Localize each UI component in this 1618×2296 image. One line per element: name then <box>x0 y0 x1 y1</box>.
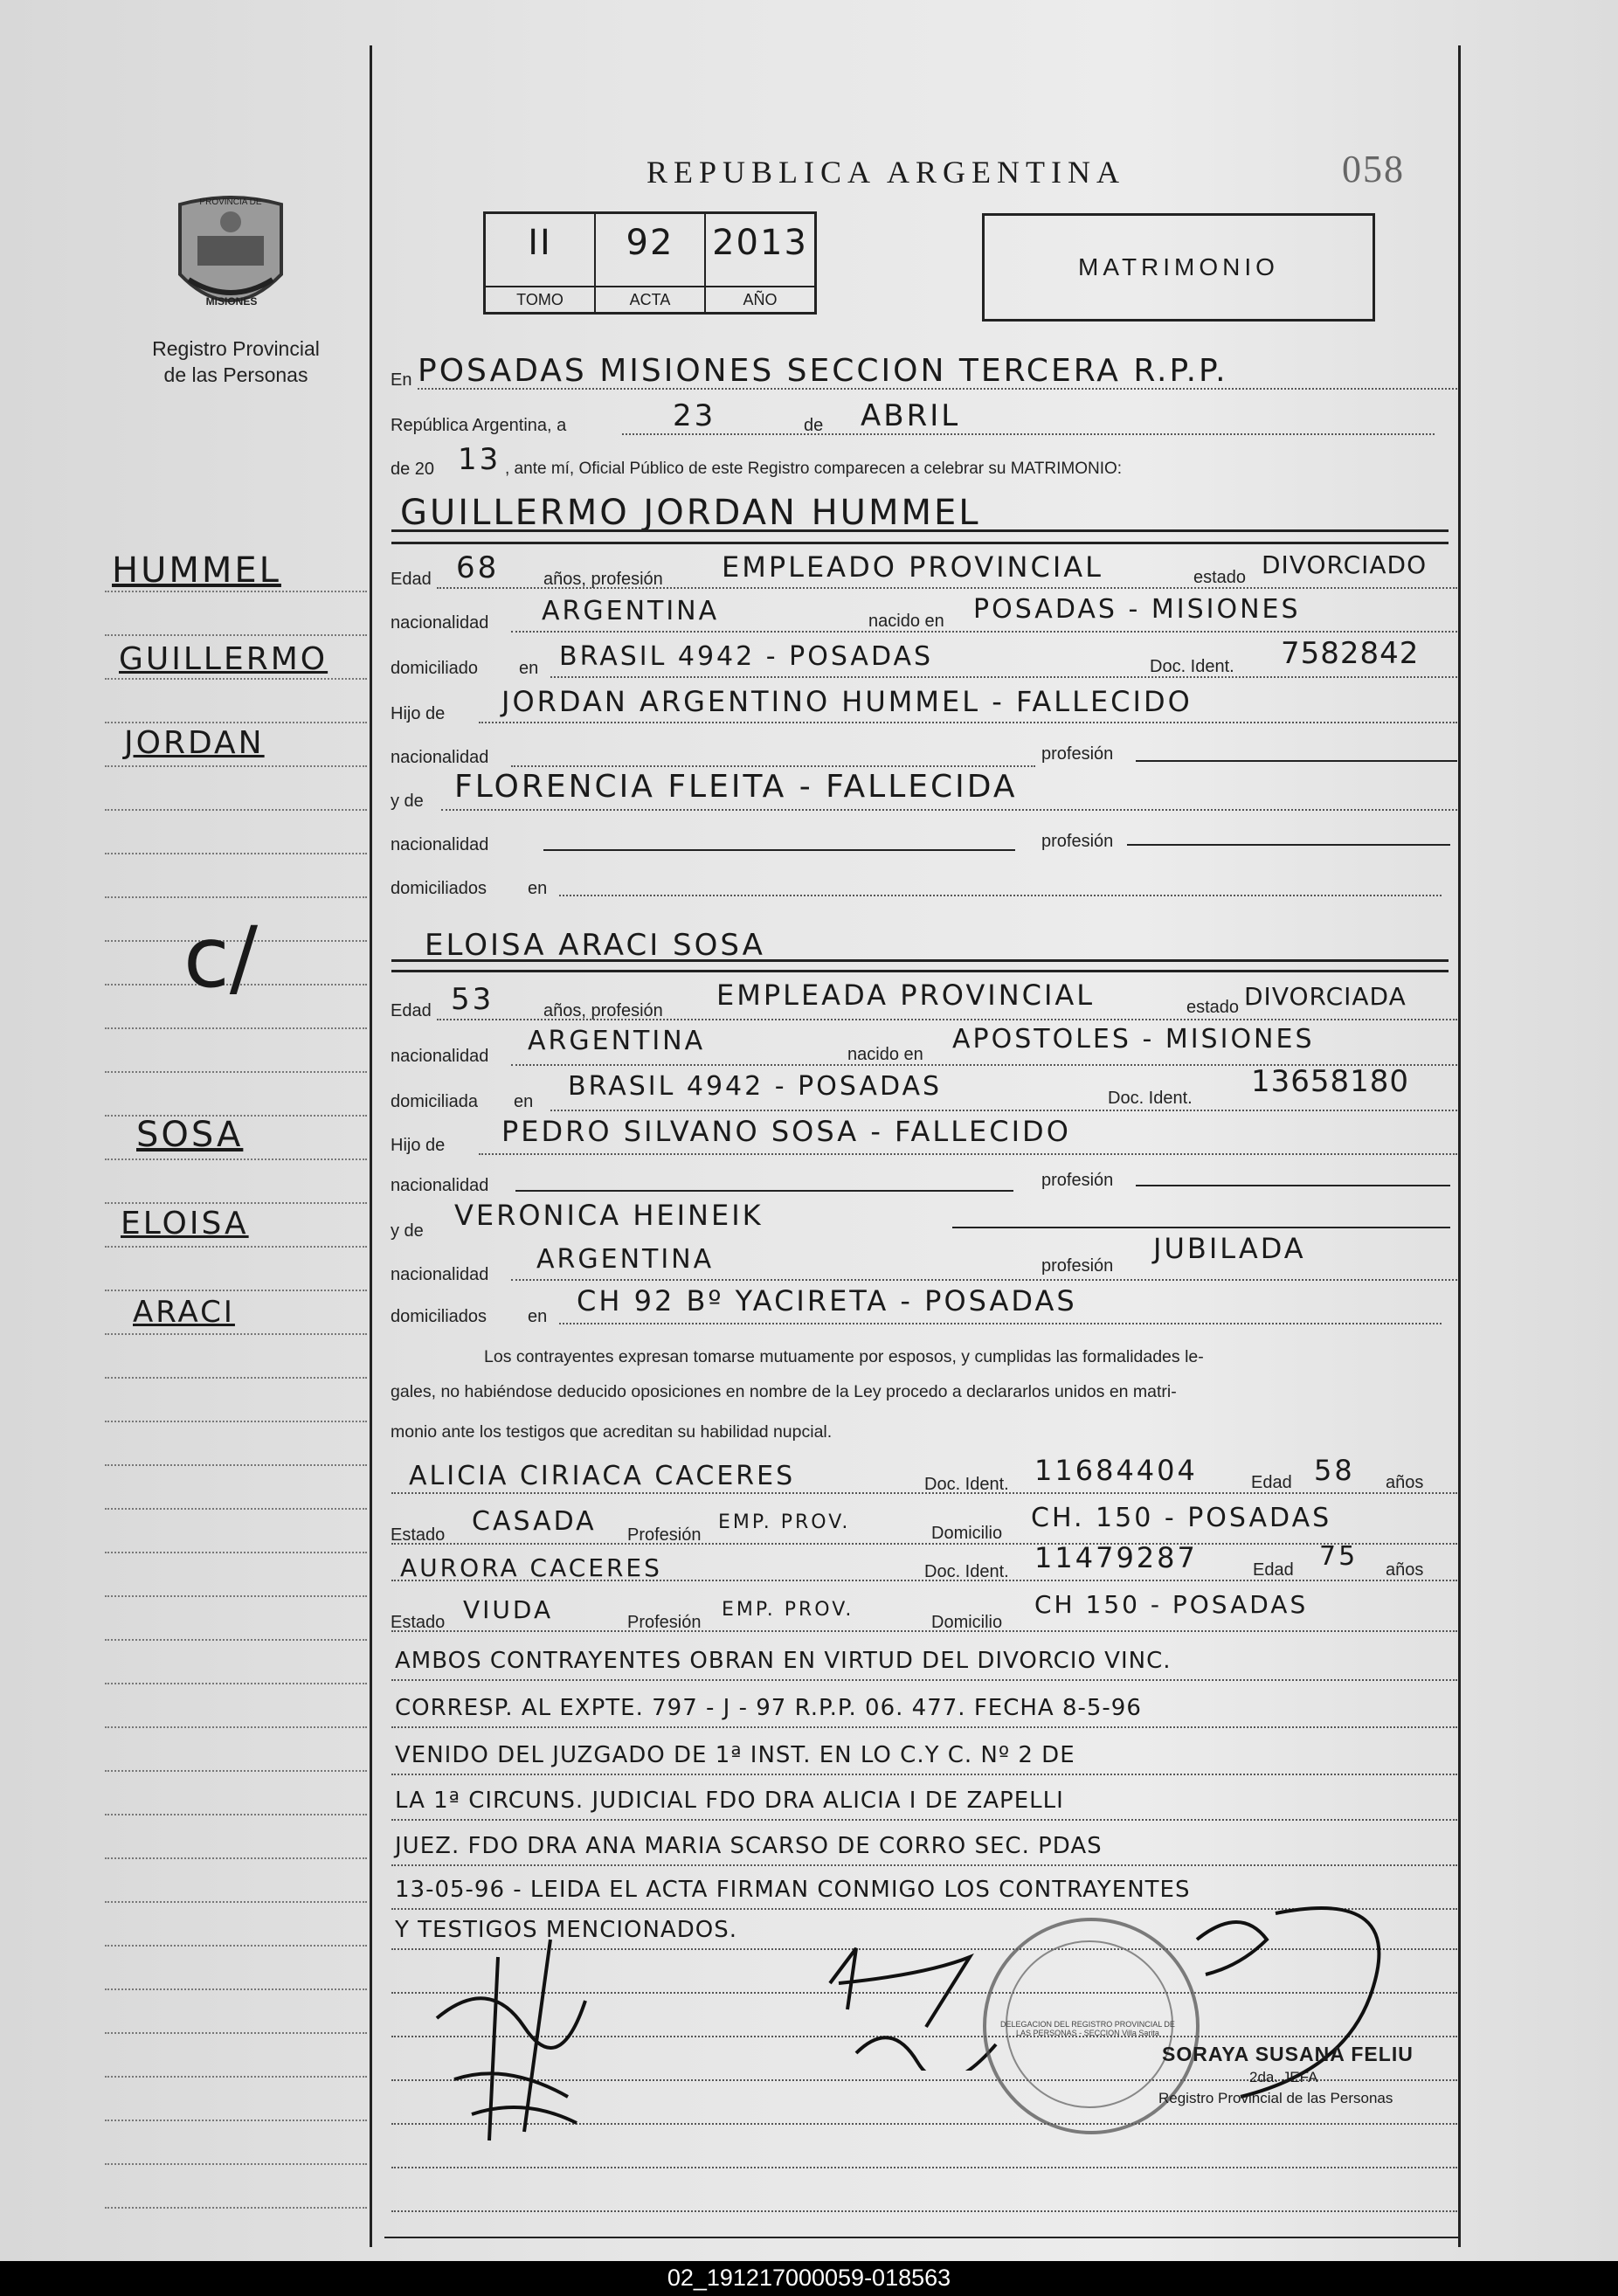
signature-ruled-line <box>391 2210 1457 2212</box>
t2-anios-label: años <box>1386 1560 1424 1580</box>
margin-ruled-line <box>105 853 367 854</box>
c2-domicilio-label: domiciliada <box>391 1092 479 1111</box>
registry-name-line2: de las Personas <box>163 363 308 386</box>
c2-edad-label: Edad <box>391 1001 432 1020</box>
t1-nombre: ALICIA CIRIACA CACERES <box>409 1461 796 1491</box>
t1-profesion-label: Profesión <box>627 1525 702 1545</box>
margin-ruled-line <box>105 634 367 636</box>
margin-ruled-line <box>105 1945 367 1947</box>
line-c1-sep <box>391 542 1449 544</box>
c2-estado: DIVORCIADA <box>1244 982 1407 1011</box>
bottom-border-line <box>384 2237 1459 2238</box>
de-label: de <box>804 416 824 435</box>
line-c1-nac <box>511 631 1457 633</box>
firma-cargo: 2da. JEFA <box>1249 2069 1318 2085</box>
margin-ruled-line <box>105 1027 367 1029</box>
document-title: REPUBLICA ARGENTINA <box>647 155 1126 190</box>
margin-ruled-line <box>105 2163 367 2165</box>
margin-apellido2: SOSA <box>136 1115 244 1155</box>
c1-prof-padre-label: profesión <box>1041 744 1114 764</box>
c1-domicilio-label: domiciliado <box>391 659 479 678</box>
observacion-line: AMBOS CONTRAYENTES OBRAN EN VIRTUD DEL DIVORCIO VINC. <box>395 1648 1172 1674</box>
margin-ruled-line <box>105 1071 367 1073</box>
margin-ruled-line <box>105 2032 367 2034</box>
margin-ruled-line <box>105 1901 367 1903</box>
c2-domiciliados-en-label: en <box>528 1307 548 1326</box>
margin-ruled-line <box>105 1552 367 1553</box>
t2-edad: 75 <box>1319 1541 1359 1572</box>
line-c1-doms <box>559 895 1442 896</box>
line-c1-padre <box>479 722 1457 723</box>
observacion-line: Y TESTIGOS MENCIONADOS. <box>395 1917 737 1943</box>
c2-padre: PEDRO SILVANO SOSA - FALLECIDO <box>501 1115 1071 1148</box>
seal-text-top: PROVINCIA DE <box>199 197 262 207</box>
margin-ruled-line <box>105 896 367 898</box>
anio-suffix: 13 <box>458 442 501 477</box>
line-c1-nacm <box>543 849 1015 851</box>
c2-profesion: EMPLEADA PROVINCIAL <box>716 979 1096 1012</box>
registry-name-line1: Registro Provincial <box>152 337 320 360</box>
t2-domicilio-label: Domicilio <box>931 1613 1003 1632</box>
observacion-line: LA 1ª CIRCUNS. JUDICIAL FDO DRA ALICIA I DE ZAPELLI <box>395 1788 1064 1814</box>
c1-anios-label: años, profesión <box>543 570 663 589</box>
margin-ruled-line <box>105 1202 367 1204</box>
c1-doc-label: Doc. Ident. <box>1150 657 1234 676</box>
line-c1-nombre <box>391 529 1449 532</box>
observacion-line: 13-05-96 - LEIDA EL ACTA FIRMAN CONMIGO LOS CONTRAYENTES <box>395 1877 1191 1903</box>
left-margin-line <box>370 45 372 2247</box>
line-c1-profp <box>1136 760 1457 762</box>
c2-doc: 13658180 <box>1251 1064 1410 1099</box>
margin-ruled-line <box>105 1333 367 1335</box>
c1-edad-label: Edad <box>391 570 432 589</box>
margin-ruled-line <box>105 1639 367 1641</box>
c1-domicilio: BRASIL 4942 - POSADAS <box>559 641 934 672</box>
observacion-ruled-line <box>391 1726 1457 1728</box>
observacion-line: VENIDO DEL JUZGADO DE 1ª INST. EN LO C.Y C. Nº 2 DE <box>395 1742 1075 1768</box>
c2-domiciliados-label: domiciliados <box>391 1307 487 1326</box>
c1-hijo-label: Hijo de <box>391 704 446 723</box>
line-t2-a <box>391 1580 1457 1581</box>
c1-nacido-label: nacido en <box>868 612 944 631</box>
c2-nacido-label: nacido en <box>847 1045 923 1064</box>
c1-yde-label: y de <box>391 792 424 811</box>
formula-line2: gales, no habiéndose deducido oposiciones en nombre de la Ley procedo a declararlos unidos en matri- <box>391 1382 1177 1401</box>
c1-nacionalidad: ARGENTINA <box>542 596 720 626</box>
t2-doc: 11479287 <box>1034 1541 1198 1574</box>
margin-ruled-line <box>105 678 367 680</box>
margin-ruled-line <box>105 1377 367 1379</box>
line-c2-dom <box>550 1110 1457 1111</box>
line-c2-madre <box>952 1227 1450 1228</box>
t1-domicilio-label: Domicilio <box>931 1524 1003 1543</box>
firma-nombre: SORAYA SUSANA FELIU <box>1162 2043 1414 2065</box>
line-c2-padre <box>479 1153 1457 1155</box>
c1-en-label: en <box>519 659 539 678</box>
margin-ruled-line <box>105 1814 367 1815</box>
margin-ruled-line <box>105 1770 367 1772</box>
line-c2-nacp <box>515 1190 1013 1192</box>
tomo-acta-anio-box <box>483 211 817 315</box>
c2-anios-label: años, profesión <box>543 1001 663 1020</box>
margin-apellido1: HUMMEL <box>112 550 281 591</box>
c2-nacionalidad-label: nacionalidad <box>391 1047 489 1066</box>
margin-ruled-line <box>105 1595 367 1597</box>
c1-nombre: GUILLERMO JORDAN HUMMEL <box>400 493 981 533</box>
margin-ruled-line <box>105 722 367 723</box>
c2-yde-label: y de <box>391 1221 424 1241</box>
seal-text-bottom: MISIONES <box>205 295 258 308</box>
c2-hijo-label: Hijo de <box>391 1136 446 1155</box>
margin-nombre2: ELOISA <box>121 1206 249 1241</box>
t1-estado: CASADA <box>472 1506 597 1537</box>
observacion-line: JUEZ. FDO DRA ANA MARIA SCARSO DE CORRO SEC. PDAS <box>395 1833 1103 1859</box>
c2-doc-label: Doc. Ident. <box>1108 1089 1193 1108</box>
line-c2-sep <box>391 970 1449 972</box>
c2-prof-madre: JUBILADA <box>1153 1232 1306 1265</box>
en-label: En <box>391 370 412 390</box>
observacion-ruled-line <box>391 1864 1457 1866</box>
t2-estado-label: Estado <box>391 1613 446 1632</box>
t1-edad-label: Edad <box>1251 1473 1292 1492</box>
c1-nac-padre-label: nacionalidad <box>391 748 489 767</box>
margin-ruled-line <box>105 765 367 767</box>
acta-cell <box>596 214 706 312</box>
c2-nac-padre-label: nacionalidad <box>391 1176 489 1195</box>
margin-ruled-line <box>105 1988 367 1990</box>
c1-domiciliados-label: domiciliados <box>391 879 487 898</box>
c1-padre: JORDAN ARGENTINO HUMMEL - FALLECIDO <box>501 685 1193 718</box>
observacion-ruled-line <box>391 1774 1457 1775</box>
formula-line3: monio ante los testigos que acreditan su habilidad nupcial. <box>391 1422 833 1442</box>
stamp-text: DELEGACION DEL REGISTRO PROVINCIAL DE LAS PERSONAS - SECCION Villa Sarita <box>1000 2020 1175 2037</box>
c1-nac-madre-label: nacionalidad <box>391 835 489 854</box>
margin-ruled-line <box>105 1726 367 1728</box>
firma-organismo: Registro Provincial de las Personas <box>1158 2090 1393 2106</box>
de20-label: de 20 <box>391 460 435 479</box>
t1-doc-label: Doc. Ident. <box>924 1475 1009 1494</box>
c1-edad: 68 <box>456 550 500 585</box>
c1-madre: FLORENCIA FLEITA - FALLECIDA <box>454 769 1018 805</box>
dia-value: 23 <box>673 398 716 433</box>
margin-nombre2b: ARACI <box>133 1295 235 1330</box>
margin-nombre1b: JORDAN <box>124 725 265 761</box>
c2-nacido: APOSTOLES - MISIONES <box>952 1024 1315 1055</box>
acta-label: ACTA <box>596 286 704 312</box>
c2-prof-padre-label: profesión <box>1041 1171 1114 1190</box>
folio-number: 058 <box>1342 148 1405 190</box>
t2-nombre: AURORA CACERES <box>400 1553 662 1582</box>
anio-value: 2013 <box>712 223 808 263</box>
line-c1-profm <box>1127 844 1450 846</box>
t2-profesion: EMP. PROV. <box>722 1599 854 1621</box>
line-en <box>418 388 1457 390</box>
margin-ruled-line <box>105 809 367 811</box>
signature-contrayente1-icon <box>419 1922 620 2149</box>
t1-estado-label: Estado <box>391 1525 446 1545</box>
observacion-line: CORRESP. AL EXPTE. 797 - J - 97 R.P.P. 06. 477. FECHA 8-5-96 <box>395 1695 1142 1721</box>
acta-value: 92 <box>626 223 674 263</box>
signature-ruled-line <box>391 2167 1457 2168</box>
t1-anios-label: años <box>1386 1473 1424 1492</box>
registry-name <box>114 335 358 388</box>
margin-ruled-line <box>105 1508 367 1510</box>
margin-ruled-line <box>105 1290 367 1291</box>
margin-ruled-line <box>105 2120 367 2121</box>
line-c2-nombre <box>391 959 1449 962</box>
c2-nacionalidad: ARGENTINA <box>528 1026 706 1056</box>
observacion-ruled-line <box>391 1679 1457 1681</box>
t2-profesion-label: Profesión <box>627 1613 702 1632</box>
formula-line1: Los contrayentes expresan tomarse mutuamente por esposos, y cumplidas las formalidades le- <box>484 1347 1204 1366</box>
line-t1-b <box>391 1543 1457 1545</box>
republica-label: República Argentina, a <box>391 416 567 435</box>
margin-ruled-line <box>105 1857 367 1859</box>
line-c1-madre <box>441 809 1457 811</box>
line-t2-b <box>391 1630 1457 1632</box>
margin-ruled-line <box>105 1464 367 1466</box>
margin-ruled-line <box>105 2076 367 2078</box>
tomo-cell <box>486 214 596 312</box>
tomo-value: II <box>528 223 552 263</box>
t2-domicilio: CH 150 - POSADAS <box>1034 1590 1309 1619</box>
line-c2-doms <box>559 1323 1442 1324</box>
t2-doc-label: Doc. Ident. <box>924 1562 1009 1581</box>
t1-doc: 11684404 <box>1034 1454 1198 1487</box>
c1-estado: DIVORCIADO <box>1262 550 1428 579</box>
c2-nac-madre: ARGENTINA <box>536 1244 715 1275</box>
line-c1-dom <box>550 676 1457 678</box>
anio-cell <box>706 214 814 312</box>
margin-ruled-line <box>105 1246 367 1248</box>
right-border-line <box>1458 45 1461 2247</box>
margin-separator: c/ <box>183 909 259 1006</box>
line-c1-nacp <box>511 765 1035 767</box>
c2-estado-label: estado <box>1186 998 1240 1017</box>
comparecen-text: , ante mí, Oficial Público de este Registro comparecen a celebrar su MATRIMONIO: <box>505 460 1123 478</box>
c2-nombre: ELOISA ARACI SOSA <box>425 928 765 963</box>
line-fecha <box>622 433 1435 435</box>
c1-prof-madre-label: profesión <box>1041 832 1114 851</box>
margin-ruled-line <box>105 1683 367 1684</box>
tomo-label: TOMO <box>486 286 594 312</box>
c2-edad: 53 <box>451 982 494 1017</box>
margin-ruled-line <box>105 1421 367 1422</box>
margin-ruled-line <box>105 2207 367 2209</box>
c2-prof-madre-label: profesión <box>1041 1256 1114 1276</box>
line-c2-edad <box>437 1019 1457 1020</box>
c1-nacido: POSADAS - MISIONES <box>973 594 1301 625</box>
footer-code: 02_191217000059-018563 <box>667 2265 951 2291</box>
c1-estado-label: estado <box>1193 568 1247 587</box>
t1-domicilio: CH. 150 - POSADAS <box>1031 1503 1332 1533</box>
c1-domiciliados-en-label: en <box>528 879 548 898</box>
c2-domiciliados: CH 92 Bº YACIRETA - POSADAS <box>577 1284 1077 1317</box>
c1-nacionalidad-label: nacionalidad <box>391 613 489 633</box>
c1-doc: 7582842 <box>1281 636 1420 671</box>
t1-profesion: EMP. PROV. <box>718 1511 851 1533</box>
margin-nombre1: GUILLERMO <box>119 641 328 677</box>
observacion-ruled-line <box>391 1819 1457 1821</box>
en-value: POSADAS MISIONES SECCION TERCERA R.P.P. <box>418 353 1228 389</box>
mes-value: ABRIL <box>861 398 961 433</box>
line-c2-profp <box>1136 1185 1450 1186</box>
c2-madre: VERONICA HEINEIK <box>454 1199 764 1232</box>
line-t1-a <box>391 1492 1457 1494</box>
margin-ruled-line <box>105 591 367 592</box>
line-c2-nacm <box>511 1279 1457 1281</box>
anio-label: AÑO <box>706 286 814 312</box>
c2-nac-madre-label: nacionalidad <box>391 1265 489 1284</box>
c2-en-label: en <box>514 1092 534 1111</box>
t2-edad-label: Edad <box>1253 1560 1294 1580</box>
margin-ruled-line <box>105 1158 367 1160</box>
c1-profesion: EMPLEADO PROVINCIAL <box>722 550 1103 584</box>
t1-edad: 58 <box>1314 1454 1355 1487</box>
line-c1-edad <box>437 587 1457 589</box>
acta-type-box: MATRIMONIO <box>982 213 1375 322</box>
c2-domicilio: BRASIL 4942 - POSADAS <box>568 1071 943 1102</box>
t2-estado: VIUDA <box>463 1595 554 1624</box>
